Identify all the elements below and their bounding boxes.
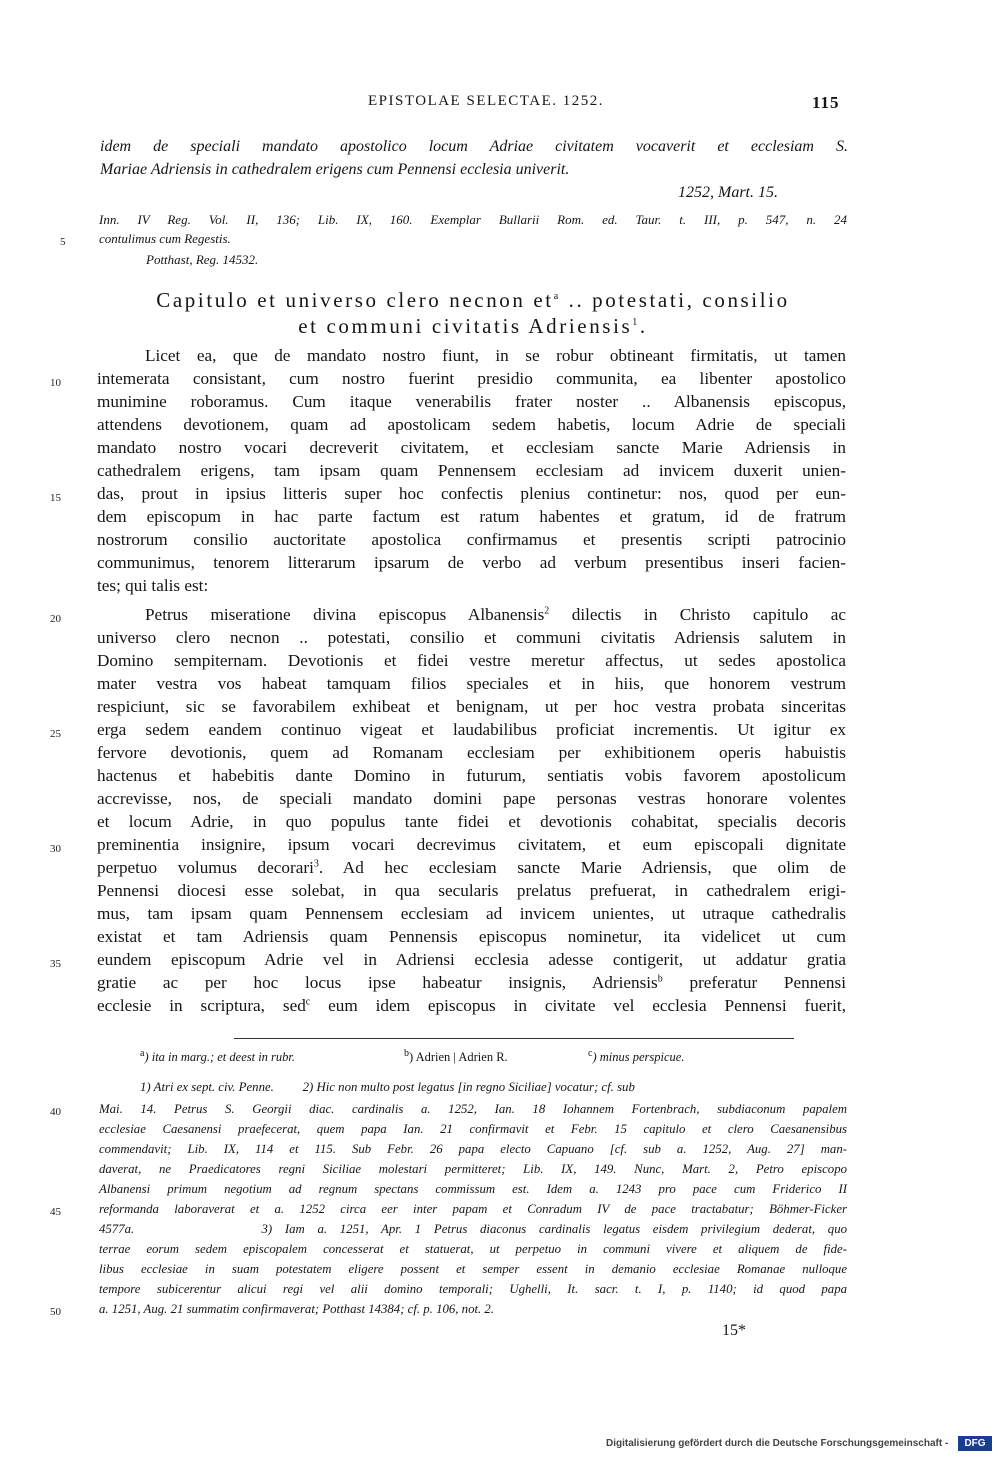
line-number: 50 (50, 1306, 61, 1318)
body-line: ecclesie in scriptura, sed$^c$ eum idem episcopus in civitate vel ecclesia Pennensi fuerit, (97, 996, 847, 1015)
body-line: preminentia insignire, ipsum vocari decrevimus civitatem, et eum episcopali dignitate (97, 835, 846, 854)
body-line: mandato nostro vocari decreverit civitatem, et ecclesiam sancte Marie Adriensis in (97, 438, 846, 457)
body-line: mater vestra vos habeat tamquam filios speciales et in hiis, que honorem vestrum (97, 674, 846, 693)
source-line: contulimus cum Regestis. (99, 231, 231, 246)
footnote-line: reformanda laboraverat et a. 1252 circa eer inter papam et Conradum IV de pace tractabatur; Böhmer-Ficker (99, 1202, 847, 1216)
apparatus-note-a: $^a$) ita in marg.; et deest in rubr. (140, 1047, 296, 1064)
body-line: Pennensi diocesi esse solebat, in qua secularis prelatus prefuerat, in cathedralem erigi- (97, 881, 846, 900)
body-line: tes; qui talis est: (97, 576, 209, 595)
line-number: 10 (50, 377, 61, 389)
footnote-line: 4577a. 3) Iam a. 1251, Apr. 1 Petrus diaconus cardinalis legatus eisdem privilegium dederat, quo (99, 1222, 847, 1236)
line-number: 15 (50, 492, 61, 504)
footnote-line: commendavit; Lib. IX, 114 et 115. Sub Febr. 26 papa electo Capuano [cf. sub a. 1252, Aug. 27] man- (99, 1142, 847, 1156)
page-number: 115 (812, 93, 840, 112)
footnote-line: ecclesiae Caesanensi praefecerat, quem papa Ian. 21 confirmavit et Febr. 15 capitulo et clero Caesanensibus (99, 1122, 847, 1136)
body-line: Licet ea, que de mandato nostro fiunt, in se robur obtineant firmitatis, ut tamen (145, 346, 846, 365)
line-number: 40 (50, 1106, 61, 1118)
letter-date: 1252, Mart. 15. (678, 184, 778, 201)
footnote-line: a. 1251, Aug. 21 summatim confirmaverat; Potthast 14384; cf. p. 106, not. 2. (99, 1302, 495, 1316)
dfg-logo: DFG (958, 1436, 992, 1451)
body-line: intemerata consistant, cum nostro fuerint presidio communita, ea libenter apostolico (97, 369, 846, 388)
body-line: attendens devotionem, quam ad apostolicam sedem habetis, locum Adrie de speciali (97, 415, 846, 434)
footnote-line: tempore subicerentur alicui regi vel alii domino temporali; Ughelli, It. sacr. t. I, p. 1140; id quod papa (99, 1282, 847, 1296)
intro-line: Mariae Adriensis in cathedralem erigens cum Pennensi ecclesia univerit. (100, 161, 570, 178)
body-line: munimine roboramus. Cum itaque venerabilis frater noster .. Albanensis episcopus, (97, 392, 846, 411)
body-line: das, prout in ipsius litteris super hoc confectis plenius continetur: nos, quod per eun- (97, 484, 846, 503)
body-line: mus, tam ipsam quam Pennensem ecclesiam ad invicem unientes, ut utraque cathedralis (97, 904, 846, 923)
body-line: dem episcopum in hac parte factum est ratum habentes et gratum, id de fratrum (97, 507, 846, 526)
source-line: Inn. IV Reg. Vol. II, 136; Lib. IX, 160. Exemplar Bullarii Rom. ed. Taur. t. III, p. 547, n. 24 (99, 212, 847, 227)
body-line: cathedralem erigens, tam ipsam quam Pennensem ecclesiam ad invicem duxerit unien- (97, 461, 846, 480)
intro-line: idem de speciali mandato apostolico locum Adriae civitatem vocaverit et ecclesiam S. (100, 138, 848, 155)
source-line: Potthast, Reg. 14532. (146, 252, 259, 267)
apparatus-note-c: $^c$) minus perspicue. (588, 1047, 685, 1064)
line-number: 35 (50, 958, 61, 970)
body-line: fervore devotionis, quem ad Romanam ecclesiam per exhibitionem operis habuistis (97, 743, 846, 762)
body-line: perpetuo volumus decorari$^3$. Ad hec ecclesiam sancte Marie Adriensis, que olim de (97, 858, 846, 877)
footnote-line: libus ecclesiae in suam potestatem eligere possent et semper essent in demanio ecclesiae Romanae nulloque (99, 1262, 847, 1276)
letter-title-line: Capitulo et universo clero necnon $et^a$ .. potestati, consilio (156, 288, 790, 312)
body-line: nostrorum consilio auctoritate apostolica confirmamus et presentis scripti patrocinio (97, 530, 846, 549)
body-line: Domino sempiternam. Devotionis et fidei vestre meretur affectus, ut sedes apostolica (97, 651, 846, 670)
line-number: 20 (50, 613, 61, 625)
footnote-line: Albanensi primum negotium ad regnum spectans commissum est. Idem a. 1243 pro pace cum Friderico II (99, 1182, 847, 1196)
separator-rule (234, 1038, 794, 1039)
body-line: respiciunt, sic se favorabilem exhibeat et benignam, ut per hoc vestra probata sinceritas (97, 697, 846, 716)
running-title: EPISTOLAE SELECTAE. 1252. (368, 93, 605, 109)
footnote-line: daverat, ne Praedicatores regni Siciliae molestari permitteret; Lib. IX, 149. Nunc, Mart. 2, Petro episcopo (99, 1162, 847, 1176)
line-number: 5 (60, 236, 66, 248)
body-line: existat et tam Adriensis quam Pennensis episcopus nominetur, ita videlicet ut cum (97, 927, 846, 946)
apparatus-note-b: $^b$) Adrien | Adrien R. (404, 1047, 508, 1064)
line-number: 30 (50, 843, 61, 855)
body-line: hactenus et habebitis dante Domino in futurum, sentiatis vobis favorem apostolicum (97, 766, 846, 785)
body-line: accrevisse, nos, de speciali mandato domini pape personas vestras honorare volentes (97, 789, 846, 808)
footnote-line: Mai. 14. Petrus S. Georgii diac. cardinalis a. 1252, Ian. 18 Iohannem Fortenbrach, subdiaconum papalem (99, 1102, 847, 1116)
line-number: 45 (50, 1206, 61, 1218)
footnote-line: terrae eorum sedem episcopalem concesserat et statuerat, ut perpetuo in communi vivere et aliquem de fide- (99, 1242, 847, 1256)
body-line: Petrus miseratione divina episcopus Albanensis$^2$ dilectis in Christo capitulo ac (145, 605, 846, 624)
line-number: 25 (50, 728, 61, 740)
body-line: universo clero necnon .. potestati, consilio et communi civitatis Adriensis salutem in (97, 628, 846, 647)
body-line: communimus, tenorem litterarum ipsarum de verbo ad verbum presentibus inseri facien- (97, 553, 846, 572)
body-line: eundem episcopum Adrie vel in Adriensi ecclesia adesse contigerit, ut addatur gratia (97, 950, 846, 969)
body-line: erga sedem eandem continuo vigeat et laudabilibus proficiat incrementis. Ut igitur ex (97, 720, 846, 739)
footnote-line: 1) Atri ex sept. civ. Penne. 2) Hic non multo post legatus [in regno Siciliae] vocatur; cf. sub (140, 1080, 635, 1094)
letter-title-line: et communi civitatis Adriensis$^1$. (298, 314, 648, 338)
body-line: gratie ac per hoc locus ipse habeatur insignis, Adriensis$^b$ preferatur Pennensi (97, 973, 846, 992)
signature-mark: 15* (722, 1322, 746, 1339)
body-line: et locum Adrie, in quo populus tante fidei et devotionis cohabitat, specialis decoris (97, 812, 846, 831)
digitization-credit: Digitalisierung gefördert durch die Deutsche Forschungsgemeinschaft - (606, 1438, 949, 1449)
